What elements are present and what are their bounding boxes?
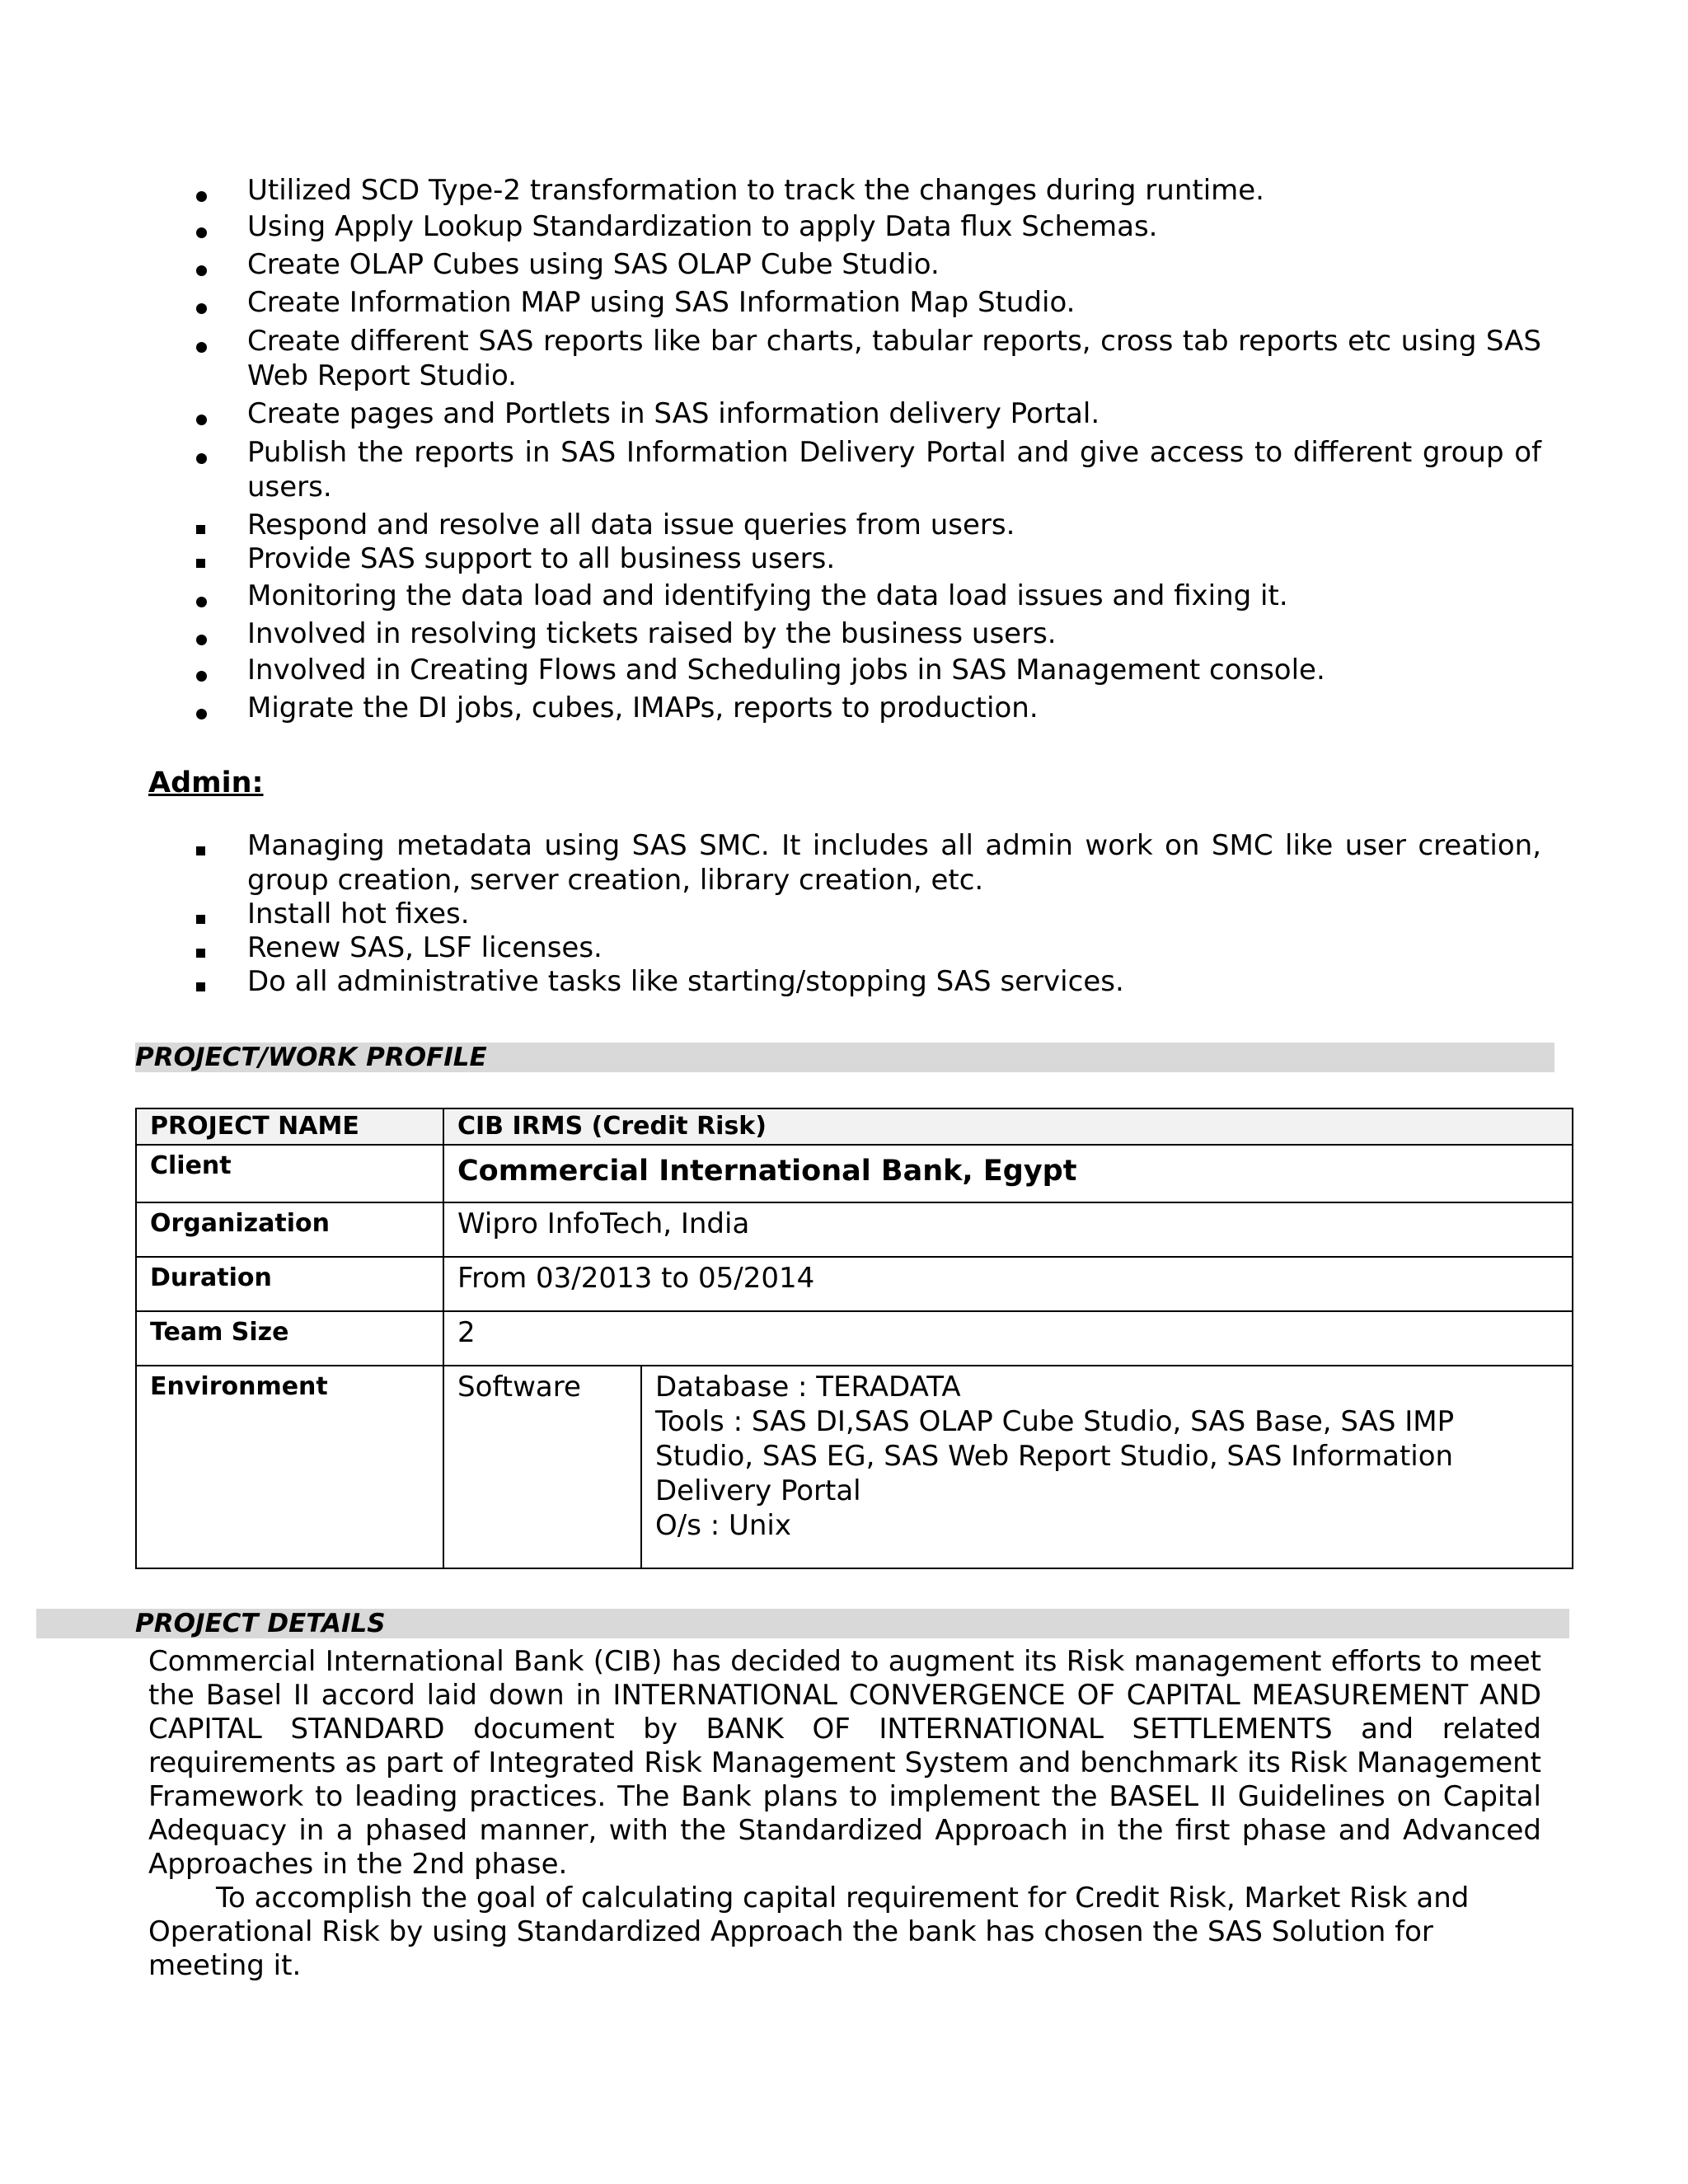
team-size-label: Team Size [136, 1311, 443, 1366]
list-item: Monitoring the data load and identifying the data load issues and fixing it. [247, 579, 1288, 612]
list-item: Do all administrative tasks like starting/stopping SAS services. [247, 965, 1124, 998]
list-item: Create OLAP Cubes using SAS OLAP Cube Studio. [247, 248, 940, 281]
bullet-dot-icon [196, 415, 207, 425]
table-row [136, 1145, 1573, 1202]
project-name-label: PROJECT NAME [136, 1108, 443, 1145]
list-item: Utilized SCD Type-2 transformation to track the changes during runtime. [247, 174, 1264, 207]
list-item: Renew SAS, LSF licenses. [247, 931, 603, 964]
bullet-dot-icon [196, 635, 207, 645]
client-value: Commercial International Bank, Egypt [443, 1145, 1573, 1202]
team-size-value: 2 [443, 1311, 1573, 1366]
bullet-dot-icon [196, 265, 207, 276]
bullet-dot-icon [196, 227, 207, 238]
table-row [136, 1366, 1573, 1568]
environment-label: Environment [136, 1366, 443, 1568]
list-item: Migrate the DI jobs, cubes, IMAPs, reports to production. [247, 691, 1039, 724]
list-item: Involved in resolving tickets raised by the business users. [247, 617, 1057, 650]
list-item: Managing metadata using SAS SMC. It includes all admin work on SMC like user creation, group creation, server creation, library creation, etc. [247, 829, 1541, 897]
bullet-square-icon [196, 846, 205, 855]
list-item: Create pages and Portlets in SAS information delivery Portal. [247, 397, 1100, 430]
bullet-square-icon [196, 982, 205, 991]
bullet-square-icon [196, 559, 205, 568]
admin-heading: Admin: [148, 766, 264, 799]
bullet-dot-icon [196, 342, 207, 353]
list-item: Publish the reports in SAS Information Delivery Portal and give access to different group of users. [247, 436, 1541, 504]
list-item: Respond and resolve all data issue queries from users. [247, 509, 1015, 541]
section-title-project-profile: PROJECT/WORK PROFILE [135, 1043, 487, 1072]
project-details-text [148, 1645, 1541, 1983]
table-row [136, 1311, 1573, 1366]
duration-label: Duration [136, 1257, 443, 1311]
bullet-square-icon [196, 525, 205, 534]
table-row [136, 1108, 1573, 1145]
bullet-dot-icon [196, 709, 207, 719]
project-name-value: CIB IRMS (Credit Risk) [443, 1108, 1573, 1145]
section-title-project-details: PROJECT DETAILS [135, 1609, 386, 1638]
environment-tools: Tools : SAS DI,SAS OLAP Cube Studio, SAS Base, SAS IMP Studio, SAS EG, SAS Web Report Studio, SAS Information Delivery Portal [655, 1405, 1455, 1507]
bullet-square-icon [196, 915, 205, 924]
environment-software-label: Software [443, 1366, 641, 1568]
project-profile-table [135, 1108, 1573, 1569]
environment-database: Database : TERADATA [655, 1371, 961, 1404]
table-row [136, 1257, 1573, 1311]
duration-value: From 03/2013 to 05/2014 [443, 1257, 1573, 1311]
project-details-paragraph: Commercial International Bank (CIB) has decided to augment its Risk management efforts to meet the Basel II accord laid down in INTERNATIONAL CONVERGENCE OF CAPITAL MEASUREMENT AND CAPITAL STANDARD document by BANK OF INTERNATIONAL SETTLEMENTS and related requirements as part of Integrated Risk Management System and benchmark its Risk Management Framework to leading practices. The Bank plans to implement the BASEL II Guidelines on Capital Adequacy in a phased manner, with the Standardized Approach in the first phase and Advanced Approaches in the 2nd phase. [148, 1645, 1541, 1881]
bullet-dot-icon [196, 191, 207, 202]
project-details-paragraph: To accomplish the goal of calculating capital requirement for Credit Risk, Market Risk and Operational Risk by using Standardized Approach the bank has chosen the SAS Solution for meeting it. [148, 1882, 1470, 1982]
list-item: Involved in Creating Flows and Scheduling jobs in SAS Management console. [247, 654, 1325, 687]
list-item: Create different SAS reports like bar charts, tabular reports, cross tab reports etc using SAS Web Report Studio. [247, 325, 1541, 392]
environment-os: O/s : Unix [655, 1509, 792, 1542]
environment-details [641, 1366, 1573, 1568]
list-item: Using Apply Lookup Standardization to apply Data flux Schemas. [247, 210, 1158, 243]
list-item: Create Information MAP using SAS Information Map Studio. [247, 286, 1076, 319]
bullet-square-icon [196, 949, 205, 958]
list-item: Provide SAS support to all business users. [247, 542, 836, 575]
client-label: Client [136, 1145, 443, 1202]
organization-value: Wipro InfoTech, India [443, 1202, 1573, 1257]
organization-label: Organization [136, 1202, 443, 1257]
list-item: Install hot fixes. [247, 898, 470, 930]
bullet-dot-icon [196, 453, 207, 464]
bullet-dot-icon [196, 597, 207, 607]
bullet-dot-icon [196, 303, 207, 314]
table-row [136, 1202, 1573, 1257]
bullet-dot-icon [196, 671, 207, 682]
